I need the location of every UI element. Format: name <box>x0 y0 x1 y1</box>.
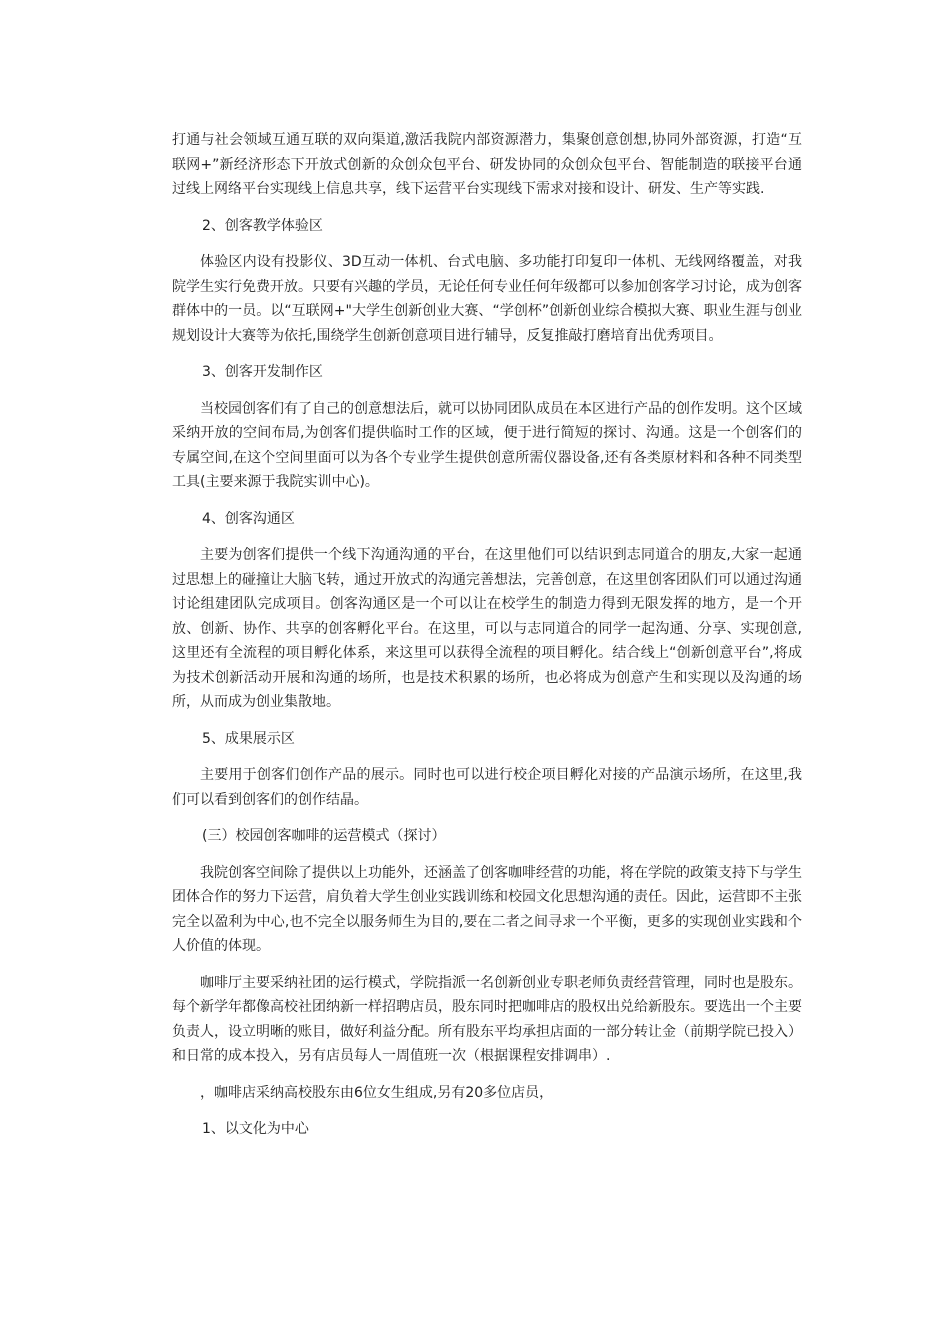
document-page <box>172 128 802 1142</box>
section4-heading: 4、创客沟通区 <box>202 510 295 527</box>
section2-paragraph: 体验区内设有投影仪、3D互动一体机、台式电脑、多功能打印复印一体机、无线网络覆盖，对我院学生实行免费开放。只要有兴趣的学员，无论任何专业任何年级都可以参加创客学习讨论，成为创客群体中的一员。以“互联网+"大学生创新创业大赛、“学创杯”创新创业综合模拟大赛、职业生涯与创业规划设计大赛等为依托,围绕学生创新创意项目进行辅导，反复推敲打磨培育出优秀项目。 <box>172 254 802 344</box>
part3-heading: (三）校园创客咖啡的运营模式（探讨） <box>202 828 446 844</box>
section3-paragraph: 当校园创客们有了自己的创意想法后，就可以协同团队成员在本区进行产品的创作发明。这个区域采纳开放的空间布局,为创客们提供临时工作的区域，便于进行简短的探讨、沟通。这是一个创客们的专属空间,在这个空间里面可以为各个专业学生提供创意所需仪器设备,还有各类原材料和各种不同类型工具(主要来源于我院实训中心)。 <box>172 400 802 490</box>
part3-paragraph-3: ，咖啡店采纳高校股东由6位女生组成,另有20多位店员， <box>200 1084 554 1101</box>
section2-heading: 2、创客教学体验区 <box>202 217 323 234</box>
section3-heading: 3、创客开发制作区 <box>202 364 323 380</box>
sub1-heading: 1、以文化为中心 <box>202 1121 309 1137</box>
section4-paragraph: 主要为创客们提供一个线下沟通沟通的平台，在这里他们可以结识到志同道合的朋友,大家一起通过思想上的碰撞让大脑飞转，通过开放式的沟通完善想法，完善创意，在这里创客团队们可以通过沟通讨论组建团队完成项目。创客沟通区是一个可以让在校学生的制造力得到无限发挥的地方，是一个开放、创新、协作、共享的创客孵化平台。在这里，可以与志同道合的同学一起沟通、分享、实现创意,这里还有全流程的项目孵化体系，来这里可以获得全流程的项目孵化。结合线上“创新创意平台”,将成为技术创新活动开展和沟通的场所，也是技术积累的场所，也必将成为创意产生和实现以及沟通的场所，从而成为创业集散地。 <box>172 547 802 710</box>
intro-paragraph: 打通与社会领域互通互联的双向渠道,激活我院内部资源潜力，集聚创意创想,协同外部资源，打造“互联网+”新经济形态下开放式创新的众创众包平台、研发协同的众创众包平台、智能制造的联接平台通过线上网络平台实现线上信息共享，线下运营平台实现线下需求对接和设计、研发、生产等实践. <box>172 132 802 197</box>
part3-paragraph-1: 我院创客空间除了提供以上功能外，还涵盖了创客咖啡经营的功能，将在学院的政策支持下与学生团体合作的努力下运营，肩负着大学生创业实践训练和校园文化思想沟通的责任。因此，运营即不主张完全以盈利为中心,也不完全以服务师生为目的,要在二者之间寻求一个平衡，更多的实现创业实践和个人价值的体现。 <box>172 864 802 954</box>
part3-paragraph-2: 咖啡厅主要采纳社团的运行模式，学院指派一名创新创业专职老师负责经营管理，同时也是股东。每个新学年都像高校社团纳新一样招聘店员，股东同时把咖啡店的股权出兑给新股东。要选出一个主要负责人，设立明晰的账目，做好利益分配。所有股东平均承担店面的一部分转让金（前期学院已投入）和日常的成本投入，另有店员每人一周值班一次（根据课程安排调串）. <box>172 974 802 1064</box>
section5-paragraph: 主要用于创客们创作产品的展示。同时也可以进行校企项目孵化对接的产品演示场所，在这里,我们可以看到创客们的创作结晶。 <box>172 767 802 808</box>
section5-heading: 5、成果展示区 <box>202 730 295 747</box>
